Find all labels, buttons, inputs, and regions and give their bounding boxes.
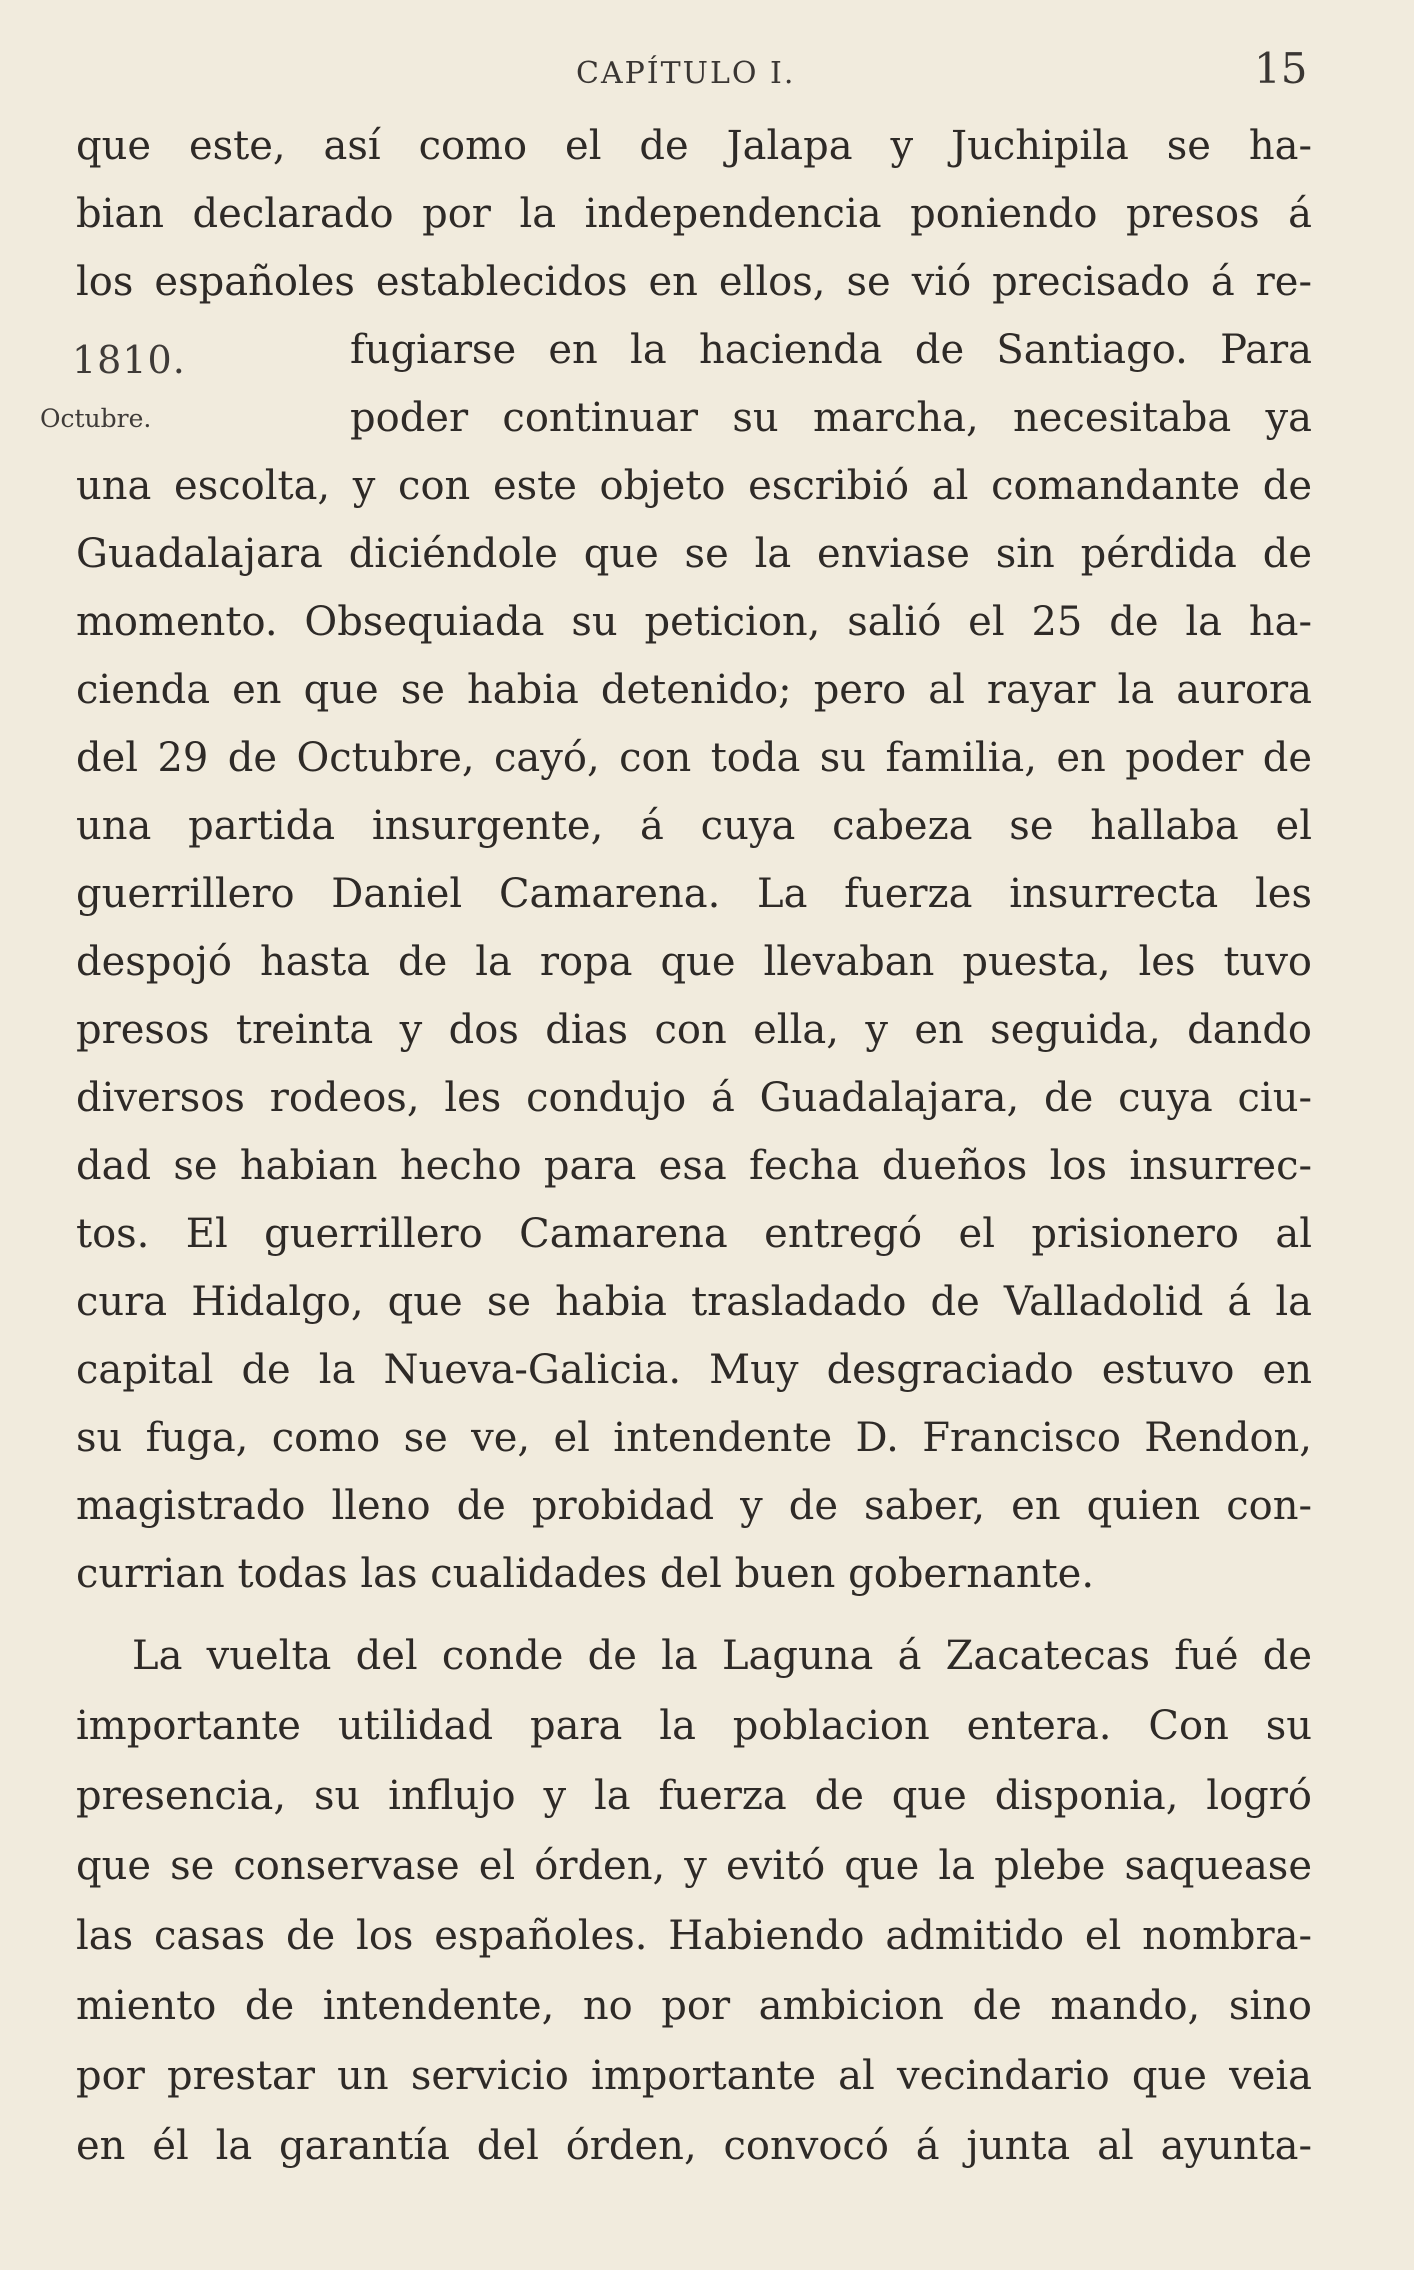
text-line: del 29 de Octubre, cayó, con toda su familia, en poder de — [76, 735, 1312, 781]
text-line: por prestar un servicio importante al vecindario que veia — [76, 2053, 1312, 2099]
text-line: capital de la Nueva-Galicia. Muy desgraciado estuvo en — [76, 1347, 1312, 1393]
text-line: despojó hasta de la ropa que llevaban puesta, les tuvo — [76, 939, 1312, 985]
text-line: currian todas las cualidades del buen gobernante. — [76, 1551, 1095, 1597]
margin-note-year: 1810. — [72, 338, 186, 382]
text-line: momento. Obsequiada su peticion, salió el 25 de la ha- — [76, 599, 1312, 645]
text-line: miento de intendente, no por ambicion de mando, sino — [76, 1983, 1312, 2029]
text-line: una partida insurgente, á cuya cabeza se hallaba el — [76, 803, 1312, 849]
text-line: poder continuar su marcha, necesitaba ya — [350, 395, 1312, 441]
text-line: una escolta, y con este objeto escribió al comandante de — [76, 463, 1312, 509]
text-line: cura Hidalgo, que se habia trasladado de Valladolid á la — [76, 1279, 1312, 1325]
text-line: en él la garantía del órden, convocó á junta al ayunta- — [76, 2123, 1312, 2169]
text-line: que se conservase el órden, y evitó que la plebe saquease — [76, 1843, 1312, 1889]
text-line: presencia, su influjo y la fuerza de que disponia, logró — [76, 1773, 1312, 1819]
text-line: dad se habian hecho para esa fecha dueños los insurrec- — [76, 1143, 1312, 1189]
text-line: que este, así como el de Jalapa y Juchipila se ha- — [76, 123, 1312, 169]
text-line: cienda en que se habia detenido; pero al rayar la aurora — [76, 667, 1312, 713]
chapter-title: CAPÍTULO I. — [576, 56, 796, 91]
text-line: su fuga, como se ve, el intendente D. Francisco Rendon, — [76, 1415, 1312, 1461]
text-line: fugiarse en la hacienda de Santiago. Para — [350, 327, 1312, 373]
margin-note-month: Octubre. — [40, 404, 152, 433]
text-line: Guadalajara diciéndole que se la enviase sin pérdida de — [76, 531, 1312, 577]
text-line: La vuelta del conde de la Laguna á Zacatecas fué de — [132, 1633, 1312, 1679]
text-line: diversos rodeos, les condujo á Guadalajara, de cuya ciu- — [76, 1075, 1312, 1121]
text-line: las casas de los españoles. Habiendo admitido el nombra- — [76, 1913, 1312, 1959]
text-line: magistrado lleno de probidad y de saber, en quien con- — [76, 1483, 1312, 1529]
text-line: bian declarado por la independencia poniendo presos á — [76, 191, 1312, 237]
text-line: presos treinta y dos dias con ella, y en seguida, dando — [76, 1007, 1312, 1053]
page-number: 15 — [1254, 44, 1308, 93]
text-line: los españoles establecidos en ellos, se vió precisado á re- — [76, 259, 1312, 305]
text-line: guerrillero Daniel Camarena. La fuerza insurrecta les — [76, 871, 1312, 917]
text-line: tos. El guerrillero Camarena entregó el prisionero al — [76, 1211, 1312, 1257]
text-line: importante utilidad para la poblacion entera. Con su — [76, 1703, 1312, 1749]
